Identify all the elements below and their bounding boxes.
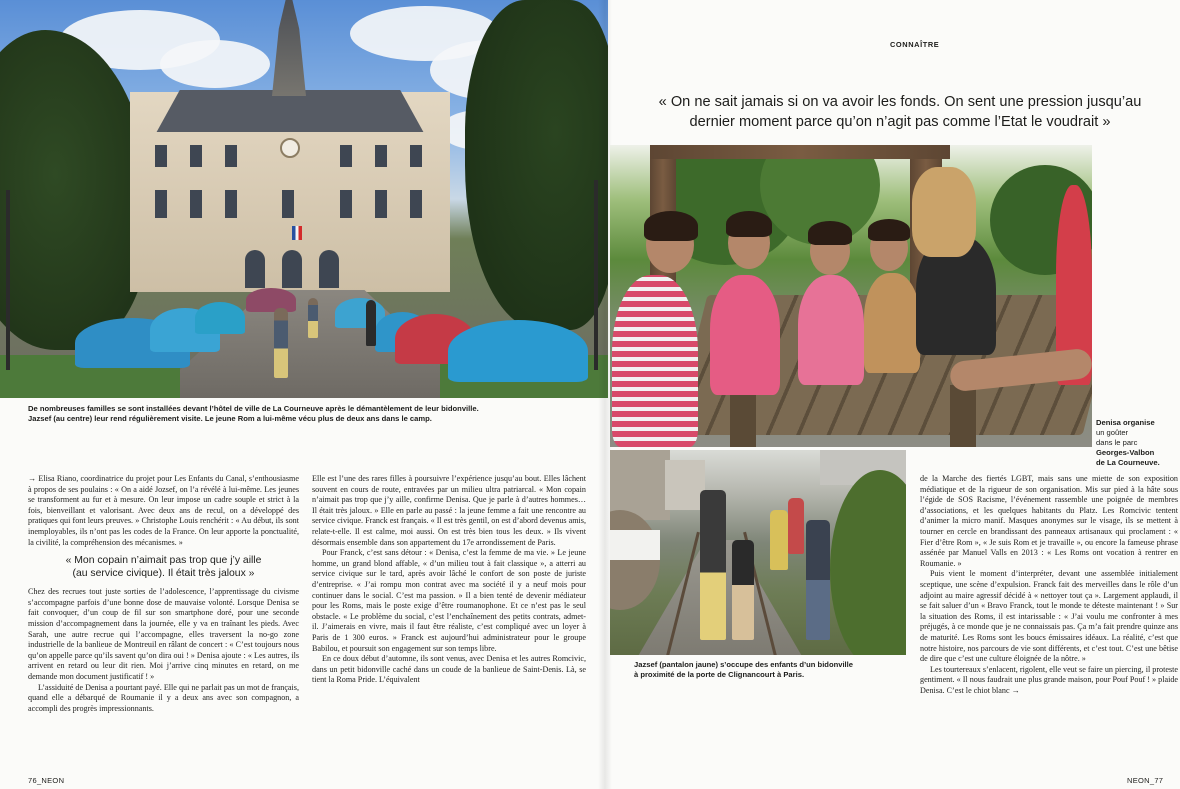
rails-photo-caption	[634, 660, 914, 680]
rails-caption-line-1: Jazsef (pantalon jaune) s’occupe des enfants d’un bidonville	[634, 660, 853, 669]
big-quote-line-1: « On ne sait jamais si on va avoir les fonds. On sent une pression jusqu’au	[658, 94, 1142, 110]
article-column-3	[920, 474, 1178, 696]
hotel-caption-line-1: De nombreuses familles se sont installées devant l’hôtel de ville de La Courneuve après le démantèlement de leur bidonville.	[28, 404, 479, 413]
folio-left: 76_NEON	[28, 776, 65, 785]
big-quote-line-2: dernier moment parce qu’on n’agit pas comme l’Etat le voudrait »	[689, 114, 1111, 130]
col1-paragraph-3: L’assiduité de Denisa a pourtant payé. Elle qui ne parlait pas un mot de français, quand elle a débarqué de Roumanie il y a deux ans avec son compagnon, a accompli des progrès impressionnants.	[28, 682, 299, 713]
right-page	[610, 0, 1180, 789]
photo-hotel-de-ville	[0, 0, 608, 398]
hotel-photo-caption	[28, 404, 588, 424]
article-column-2	[312, 474, 586, 686]
kids-caption-line-5: de La Courneuve.	[1096, 458, 1160, 467]
section-rubric: CONNAÎTRE	[890, 40, 940, 49]
col1-paragraph-2: Chez des recrues tout juste sorties de l’adolescence, l’apprentissage du civisme s’accompagne parfois d’une bonne dose de mauvaise volonté. Lorsque Denisa se fait convoquer, d’un coup de fil sur son smartphone doré, pour une seconde mission d’accompagnement dans la journée, elle y va en traînant les pieds. Avec Sarah, une autre recrue qui l’accompagne, elles traversent la no-go zone industrielle de la banlieue de Montreuil en râlant de concert : « C’est toujours nous qu’on appelle parce qu’ils savent qu’on dira oui ! » Denisa ajoute : « Les autres, ils arrivent en retard ou leur dit rien. Moi j’arrive cinq minutes en retard, on me demande mon document justificatif ! »	[28, 587, 299, 681]
pull-quote-line-1: « Mon copain n’aimait pas trop que j’y aille	[65, 555, 262, 567]
col3-paragraph-2: Puis vient le moment d’interpréter, devant une assemblée initialement sceptique, une scène d’expulsion. Franck fait des merveilles dans le rôle d’un adjoint au maire agressif décidé à « nettoyer tout ça ». Largement applaudi, il se fait saluer d’un « Bravo Franck, tout le monde te déteste maintenant ! » Sur la situation des Roms, il est intarissable : « J’ai voulu me confronter à mes préjugés, à ce monde que je ne connaissais pas. Ça m’a fait prendre quinze ans de maturité. Les Roms sont les boucs émissaires idéaux. La réalité, c’est que notre histoire, nos parcours de vie sont différents, et c’est tout. C’est une bêtise de dire que c’est une culture éloignée de la nôtre. »	[920, 569, 1178, 664]
col2-paragraph-2: Pour Franck, c’est sans détour : « Denisa, c’est la femme de ma vie. » Le jeune homme, un grand blond affable, « d’un milieu tout à fait classique », a atterri au service civique sur le tard, après avoir lâché le confort de son poste de juriste d’entreprise. « J’ai rompu mon contrat avec ma société il y a neuf mois pour continuer dans le social. C’est ma passion. » Il a bien tenté de devenir médiateur pour les Roms, mais le poste exige d’être roumanophone. Et ce n’est pas le seul obstacle. « Le problème du social, c’est l’enchaînement des petits contrats, admet-il. J’aimerais en vivre, mais il faut être réaliste, c’est compliqué avec un loyer à Paris de 1 300 euros. » Franck est aujourd’hui administrateur pour le groupe Babilou, et poursuit son engagement sur son temps libre.	[312, 548, 586, 653]
article-column-1	[28, 474, 299, 714]
kids-caption-line-3: dans le parc	[1096, 438, 1138, 447]
col1-paragraph-1: → Elisa Riano, coordinatrice du projet pour Les Enfants du Canal, s’enthousiasme à propos de ses poulains : « On a aidé Jozsef, on l’a révélé à lui-même. Les jeunes se transforment au fur et à mesure. On leur impose un cadre souple et strict à la fois, bienveillant et valorisant. Avec deux ans de recul, on a développé des pratiques qui font leurs preuves. » Christophe Louis renchérit : « Au début, ils sont inemployables, ils n’ont pas les codes de la France. On leur apporte la ponctualité, la civilité, la compréhension des mécanismes. »	[28, 474, 299, 547]
hotel-caption-line-2: Jazsef (au centre) leur rend régulièrement visite. Le jeune Rom a lui-même vécu plus de deux ans dans le camp.	[28, 414, 432, 423]
kids-caption-line-2: un goûter	[1096, 428, 1129, 437]
kids-caption-line-1: Denisa organise	[1096, 418, 1155, 427]
photo-bidonville-rails	[610, 450, 906, 655]
rails-caption-line-2: à proximité de la porte de Clignancourt à Paris.	[634, 670, 805, 679]
kids-photo-caption	[1096, 418, 1180, 468]
kids-caption-line-4: Georges-Valbon	[1096, 448, 1155, 457]
col2-paragraph-3: En ce doux début d’automne, ils sont venus, avec Denisa et les autres Romcivic, dans un petit bidonville caché dans un coude de la banlieue de Saint-Denis. Là, se tient la Roma Pride. L’équivalent	[312, 654, 586, 685]
photo-kids-picnic	[610, 145, 1092, 447]
col2-paragraph-1: Elle est l’une des rares filles à poursuivre l’expérience jusqu’au bout. Elles lâchent souvent en cours de route, entravées par un milieu ultra patriarcal. « Mon copain n’aimait pas trop que j’y aille, confirme Denisa. Que je parle à d’autres hommes… Il était très jaloux. » Elle en parle au passé : la jeune femme a fait une rencontre au service civique. Franck est français. « Il est très gentil, on est d’abord devenus amis, relate-t-elle. Il est calme, moi aussi. On est très bien tous les deux. » Ils vivent désormais ensemble dans son appartement du 17e arrondissement de Paris.	[312, 474, 586, 547]
col3-paragraph-1: de la Marche des fiertés LGBT, mais sans une miette de son exposition médiatique et de la rigueur de son organisation. Mis sur pied à la hâte sous l’égide de SOS Racisme, l’événement rassemble une poignée de membres d’associations, et les quelques habitants du Platz. Les Romcivic tentent d’animer la micro manif. Masques anonymes sur le visage, ils se mettent à tourner en cercle en brandissant des panneaux artisanaux qui proclament : « Fier d’être Rom », « Je suis Rom et je travaille », ou encore la fameuse phrase assénée par Manuel Valls en 2013 : « Les Roms ont vocation à rentrer en Roumanie. »	[920, 474, 1178, 568]
pull-quote	[28, 554, 299, 580]
col3-paragraph-3: Les tourtereaux s’enlacent, rigolent, elle veut se faire un piercing, il proteste gentiment. « Il nous faudrait une plus grande maison, pour Pouf Pouf ! » plaide Denisa. C’est le chiot blanc →	[920, 664, 1178, 695]
folio-right: NEON_77	[1127, 776, 1164, 785]
pull-quote-line-2: (au service civique). Il était très jaloux »	[72, 568, 255, 580]
big-quote	[650, 92, 1150, 132]
